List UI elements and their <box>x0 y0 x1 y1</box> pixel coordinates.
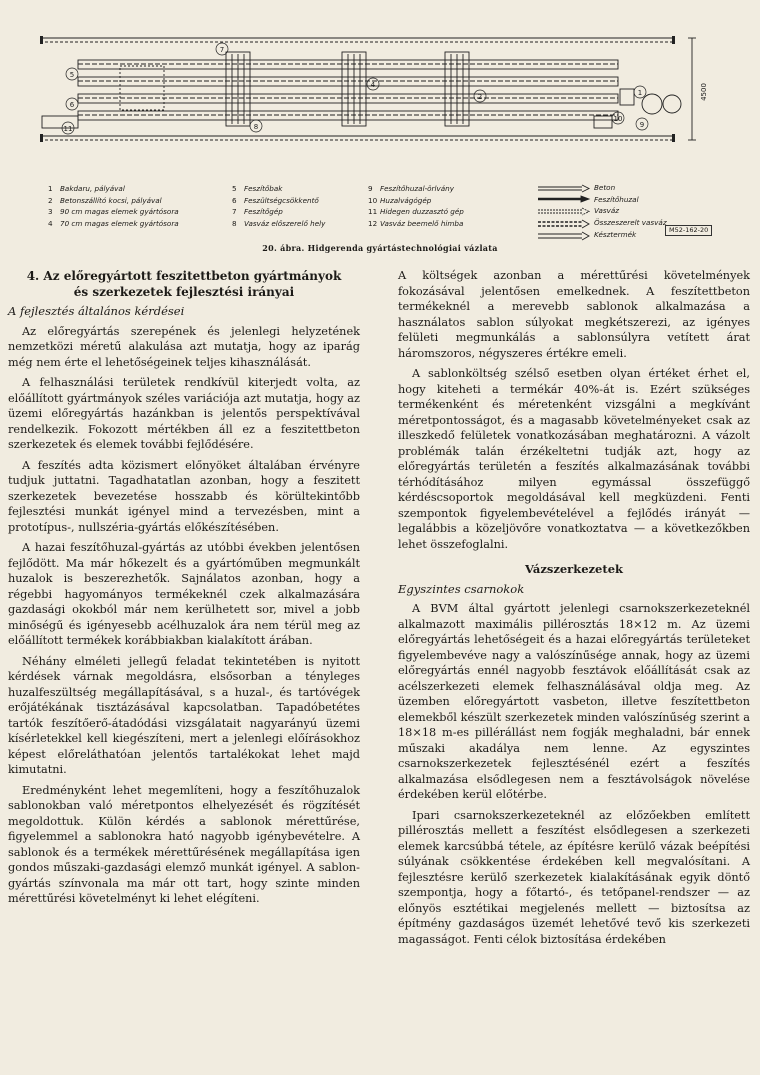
figure-caption: 20. ábra. Hidgerenda gyártástechnológiai vázlata <box>262 243 498 253</box>
legend-arrow-label: Késztermék <box>594 230 637 239</box>
legend-arrows <box>536 183 686 243</box>
marker-8: 8 <box>253 123 259 131</box>
arrow-osszeszerelt-icon <box>582 220 589 228</box>
dimension-label: 4500 <box>700 83 708 101</box>
subheading: A fejlesztés általános kérdései <box>8 304 185 318</box>
legend-item: 9 Feszítőhuzal-örlvány <box>368 184 454 193</box>
legend-column-3 <box>368 183 464 229</box>
legend-item: 4 70 cm magas elemek gyártósora <box>48 218 179 228</box>
legend-column-2 <box>232 183 325 229</box>
left-column <box>8 268 360 907</box>
legend-item: 8 Vasváz előszerelő hely <box>232 218 326 228</box>
marker-6: 6 <box>69 101 75 109</box>
paragraph: A BVM által gyártott jelenlegi csarnokszerkezeteknél alkalmazott maximális pillérosztás 18×12 m. Az üzemi előregyártás lehetőségeit és a hazai előregyártás területeket figyelembevéve nagy a valószínűsége annak, hogy az üzemi előregyártás ennél nagyobb fesztávok előállítását csak az acélszerkezeti elemek felhasználásával oldja meg. Az üzemben előregyártott vasbeton, illetve feszítettbeton elemekből készült szerkezetek minden valószínűség szerint a 18×18 m-es pillérállást nem fogják meghaladni, bár ennek műszaki akadálya nem lenne. Az egyszintes csarnokszerkezetek fejlesztésénél ezért a feszítés alkalmazása elsődlegesen nem a fesztávolságok növelése érdekében kerül előtérbe. <box>398 602 750 801</box>
paragraph: A költségek azonban a mérettűrési követelmények fokozásával jelentősen emelkednek. A feszítettbeton termékeknél a merevebb sablonok alkalmazása a használatos sablon súlyokat megkétszerezi, az igényes felületi megmunkálás a sablonsúlyra vetített árat háromszoros, négyszeres értékre emeli. <box>398 269 750 360</box>
section-heading: Vázszerkezetek <box>525 562 623 576</box>
section-heading: 4. Az előregyártott feszitettbeton gyártmányok és szerkezetek fejlesztési irányai <box>26 269 342 299</box>
legend-item: 12 Vasváz beemelő himba <box>368 218 464 228</box>
marker-7: 7 <box>219 46 225 54</box>
technology-diagram <box>20 4 740 182</box>
paragraph: A sablonköltség szélső esetben olyan értéket érhet el, hogy kiteheti a termékár 40%-át is. Ezért szükséges termékenként és méretenként vizsgálni a megkívánt méretpontosságot, és a magasabb követelményeket csak az illeszkedő felületek vonatkozásában meghatározni. A vázolt problémák talán érzékeltetni tudják azt, hogy az előregyártás területén a feszítés alkalmazásának további térhódításához milyen egymással összefüggő kérdéscsoportok megoldásával kell megküzdeni. Fenti szempontok figyelembevételével a fejlődés irányát — legalábbis a közeljövőre vonatkoztatva — a következőkben lehet összefoglalni. <box>398 367 750 551</box>
legend-item: 6 Feszültségcsökkentő <box>232 195 319 205</box>
legend-item: 3 90 cm magas elemek gyártósora <box>48 207 179 216</box>
arrow-beton-icon <box>538 185 589 192</box>
legend-item: 7 Feszítőgép <box>232 207 283 216</box>
marker-11: 11 <box>63 125 73 133</box>
marker-9: 9 <box>639 121 645 129</box>
legend-arrow-label: Vasváz <box>594 206 620 215</box>
legend-item: 5 Feszítőbak <box>232 184 283 193</box>
legend-item: 11 Hidegen duzzasztó gép <box>368 207 464 216</box>
legend-item: 1 Bakdaru, pályával <box>48 184 125 193</box>
legend-arrow-label: Beton <box>594 183 616 192</box>
paragraph: Néhány elméleti jellegű feladat tekintetében is nyitott kérdések várnak megoldásra, elsősorban a tényleges huzalfeszültség megállapításával, s a huzal-, és tartóvégek erőjátékának tisztázásával kapcsolatban. Tapadóbetétes tartók feszítőerő-átadódási vizsgálatait nagyarányú üzemi kísérletekkel kell kiegészíteni, mert a jelenlegi előírásokhoz képest előreláthatóan jelentős tartalékokat lehet majd kimutatni. <box>8 654 360 776</box>
paragraph: A hazai feszítőhuzal-gyártás az utóbbi években jelentősen fejlődött. Ma már hőkezelt és a gyártóműben megmunkált huzalok is beszerezhetők. Sajnálatos azonban, hogy a régebbi hagyományos termékeknél czek alkalmazására gazdasági okokból már nem kerülhetett sor, mivel a jobb minőségű és igényesebb acélhuzalok ára nem térül meg az előállított termékek korábbiakban kialakított árában. <box>8 541 360 647</box>
legend-column-1 <box>48 183 179 229</box>
marker-5: 5 <box>69 71 75 79</box>
arrow-keszterme-icon <box>538 232 589 240</box>
marker-2: 2 <box>477 93 483 101</box>
legend-item: 2 Betonszállító kocsi, pályával <box>48 195 162 205</box>
figure-code: M52-162-20 <box>665 225 712 236</box>
paragraph: Eredményként lehet megemlíteni, hogy a feszítőhuzalok sablonokban való méretpontos elhelyezését és rögzítését megoldottuk. Külön kérdés a sablonok mérettűrése, figyelemmel a sablonokra ható nagyobb igénybevételre. A sablonok és a termékek mérettűrésének megállapítása igen gondos műszaki-gazdasági elemző munkát igényel. A sablon-gyártás színvonala ma már ott tart, hogy szinte minden mérettűrési követelményt ki lehet elégíteni. <box>8 783 360 905</box>
paragraph: Ipari csarnokszerkezeteknél az előzőekben említett pillérosztás mellett a feszítést elsődlegesen a szerkezeti elemek karcsúbbá tétele, az építésre kerülő vázak beépítési súlyának csökkentése érdekében kell megvalósítani. A fejlesztésre kerülő szerkezetek kialakításának egyik döntő szempontja, hogy a főtartó-, és tetőpanel-rendszer — az előnyös esztétikai megjelenés mellett — biztosítsa az építmény gazdaságos üzemét lehetővé tevő kis szerkezeti magasságot. Fenti célok biztosítása érdekében <box>398 808 750 946</box>
marker-10: 10 <box>613 115 623 123</box>
right-column <box>398 268 750 947</box>
paragraph: A felhasználási területek rendkívül kiterjedt volta, az előállított gyártmányok széles variációja azt mutatja, hogy az üzemi előregyártás hazánkban is jelentős perspektívával rendelkezik. Fokozott mértékben áll ez a feszitettbeton szerkezetek és elemek további fejlődésére. <box>8 376 360 451</box>
legend-arrow-label: Feszítőhuzal <box>594 194 639 204</box>
marker-1: 1 <box>637 89 643 97</box>
legend-item: 10 Huzalvágógép <box>368 195 432 205</box>
marker-4: 4 <box>370 81 376 89</box>
subheading: Egyszintes csarnokok <box>398 581 525 596</box>
arrow-vasvaz-icon <box>538 208 589 215</box>
paragraph: A feszítés adta közismert előnyöket általában érvényre tudjuk juttatni. Tagadhatatlan azonban, hogy a feszitett szerkezetek bevezetése hosszabb és körültekintőbb fejlesztési munkát igényel mind a tervezésben, mint a prototípus-, nullszéria-gyártás előkészítésében. <box>8 458 360 534</box>
paragraph: Az előregyártás szerepének és jelenlegi helyzetének nemzetközi méretű alakulása azt mutatja, hogy az iparág még nem érte el lehetőségeinek teljes kihasználását. <box>8 324 360 369</box>
legend-arrow-label: Összeszerelt vasváz <box>594 218 667 227</box>
